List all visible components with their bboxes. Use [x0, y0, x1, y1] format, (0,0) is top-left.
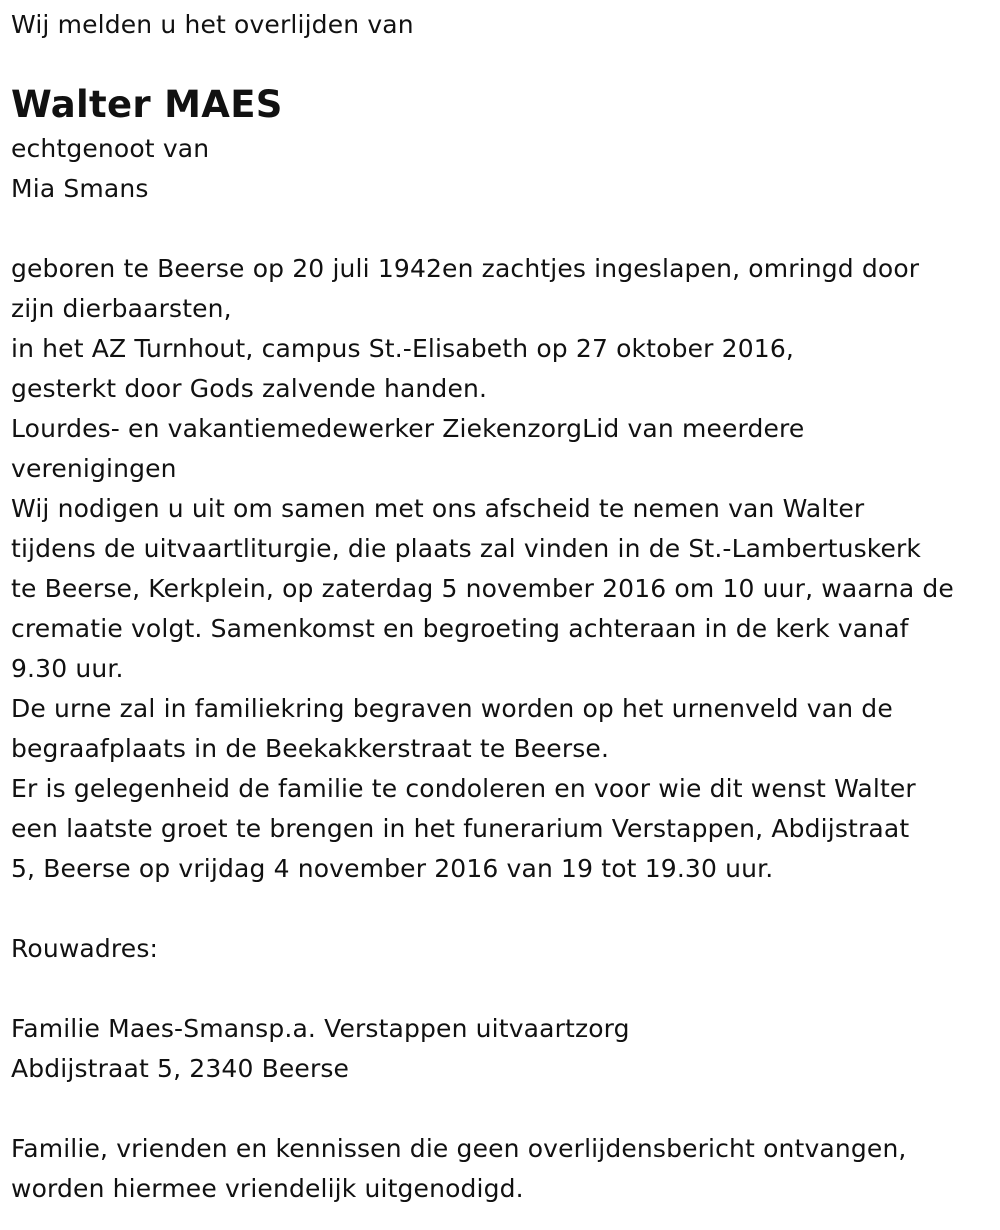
spacer: [11, 209, 996, 249]
body-line: zijn dierbaarsten,: [11, 294, 232, 323]
closing-line: worden hiermee vriendelijk uitgenodigd.: [11, 1174, 524, 1203]
death-notice: [11, 0, 996, 1209]
closing-note: [11, 1129, 996, 1209]
mourning-address: [11, 1009, 996, 1089]
body-line: De urne zal in familiekring begraven worden op het urnenveld van de: [11, 694, 893, 723]
body-line: Wij nodigen u uit om samen met ons afscheid te nemen van Walter: [11, 494, 865, 523]
spacer: [11, 1089, 996, 1129]
spouse-name: Mia Smans: [11, 174, 149, 203]
spacer: [11, 969, 996, 1009]
body-line: in het AZ Turnhout, campus St.-Elisabeth op 27 oktober 2016,: [11, 334, 794, 363]
body-line: crematie volgt. Samenkomst en begroeting achteraan in de kerk vanaf: [11, 614, 909, 643]
closing-line: Familie, vrienden en kennissen die geen overlijdensbericht ontvangen,: [11, 1134, 907, 1163]
spacer: [11, 889, 996, 929]
body-line: Lourdes- en vakantiemedewerker ZiekenzorgLid van meerdere: [11, 414, 805, 443]
body-line: tijdens de uitvaartliturgie, die plaats zal vinden in de St.-Lambertuskerk: [11, 534, 922, 563]
body-line: Er is gelegenheid de familie te condoleren en voor wie dit wenst Walter: [11, 774, 916, 803]
deceased-name: Walter MAES: [11, 83, 283, 126]
body-line: te Beerse, Kerkplein, op zaterdag 5 november 2016 om 10 uur, waarna de: [11, 574, 954, 603]
body-line: verenigingen: [11, 454, 177, 483]
body-line: geboren te Beerse op 20 juli 1942en zachtjes ingeslapen, omringd door: [11, 254, 920, 283]
body-line: 5, Beerse op vrijdag 4 november 2016 van 19 tot 19.30 uur.: [11, 854, 774, 883]
body-line: begraafplaats in de Beekakkerstraat te Beerse.: [11, 734, 610, 763]
body-line: 9.30 uur.: [11, 654, 124, 683]
address-line: Abdijstraat 5, 2340 Beerse: [11, 1054, 350, 1083]
intro-text: Wij melden u het overlijden van: [11, 10, 414, 39]
mourning-address-label: Rouwadres:: [11, 934, 159, 963]
spouse-label: echtgenoot van: [11, 134, 210, 163]
body-line: een laatste groet te brengen in het funerarium Verstappen, Abdijstraat: [11, 814, 910, 843]
body-line: gesterkt door Gods zalvende handen.: [11, 374, 488, 403]
address-line: Familie Maes-Smansp.a. Verstappen uitvaartzorg: [11, 1014, 630, 1043]
notice-body: [11, 249, 996, 889]
